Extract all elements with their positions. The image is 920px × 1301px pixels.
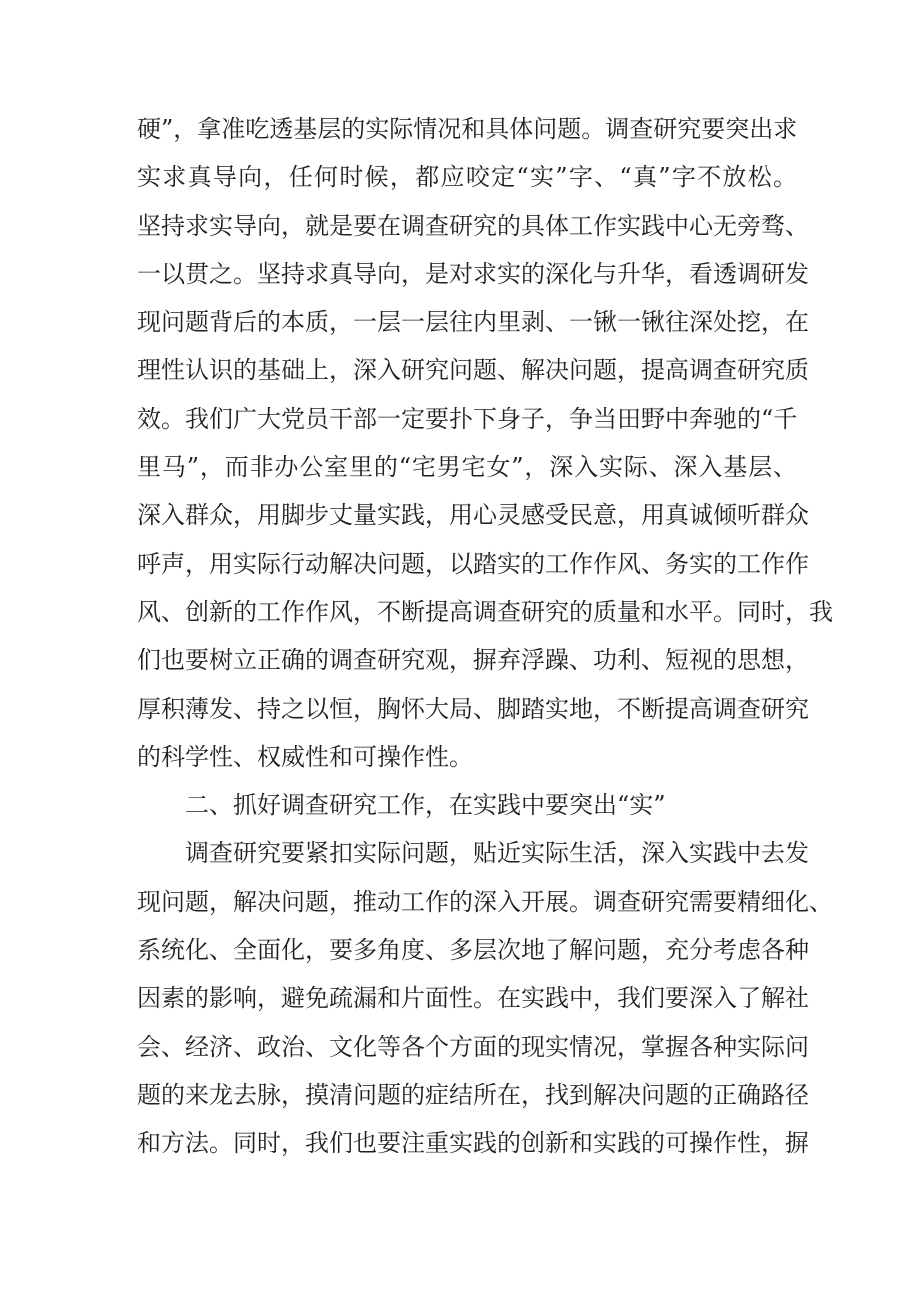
paragraph-line: 现问题背后的本质，一层一层往内里剥、一锹一锹往深处挖，在	[137, 308, 809, 337]
paragraph-line: 呼声，用实际行动解决问题，以踏实的工作作风、务实的工作作	[137, 549, 809, 578]
paragraph-line: 一以贯之。坚持求真导向，是对求实的深化与升华，看透调研发	[137, 259, 809, 288]
paragraph-line: 系统化、全面化，要多角度、多层次地了解问题，充分考虑各种	[137, 936, 809, 965]
paragraph-line: 里马”，而非办公室里的“宅男宅女”，深入实际、深入基层、	[137, 453, 797, 482]
paragraph-line: 现问题，解决问题，推动工作的深入开展。调查研究需要精细化、	[137, 887, 833, 916]
paragraph-line: 题的来龙去脉，摸清问题的症结所在，找到解决问题的正确路径	[137, 1080, 809, 1109]
paragraph-line: 的科学性、权威性和可操作性。	[137, 742, 473, 771]
section-heading: 二、抓好调查研究工作，在实践中要突出“实”	[185, 791, 666, 820]
paragraph-line: 们也要树立正确的调查研究观，摒弃浮躁、功利、短视的思想，	[137, 646, 809, 675]
paragraph-line: 会、经济、政治、文化等各个方面的现实情况，掌握各种实际问	[137, 1032, 809, 1061]
paragraph-line: 实求真导向，任何时候，都应咬定“实”字、“真”字不放松。	[137, 163, 797, 192]
paragraph-1	[137, 105, 833, 781]
paragraph-line: 理性认识的基础上，深入研究问题、解决问题，提高调查研究质	[137, 356, 809, 385]
paragraph-line: 效。我们广大党员干部一定要扑下身子，争当田野中奔驰的“千	[137, 404, 798, 433]
paragraph-line: 风、创新的工作作风，不断提高调查研究的质量和水平。同时，我	[137, 597, 833, 626]
paragraph-line: 深入群众，用脚步丈量实践，用心灵感受民意，用真诚倾听群众	[137, 501, 809, 530]
paragraph-2	[137, 829, 833, 1167]
paragraph-line: 因素的影响，避免疏漏和片面性。在实践中，我们要深入了解社	[137, 984, 809, 1013]
paragraph-line: 调查研究要紧扣实际问题，贴近实际生活，深入实践中去发	[185, 839, 809, 868]
document-body	[137, 105, 833, 1168]
paragraph-line: 厚积薄发、持之以恒，胸怀大局、脚踏实地，不断提高调查研究	[137, 694, 809, 723]
paragraph-line: 坚持求实导向，就是要在调查研究的具体工作实践中心无旁骛、	[137, 211, 809, 240]
paragraph-line: 和方法。同时，我们也要注重实践的创新和实践的可操作性，摒	[137, 1129, 809, 1158]
paragraph-line: 硬”，拿准吃透基层的实际情况和具体问题。调查研究要突出求	[137, 115, 798, 143]
